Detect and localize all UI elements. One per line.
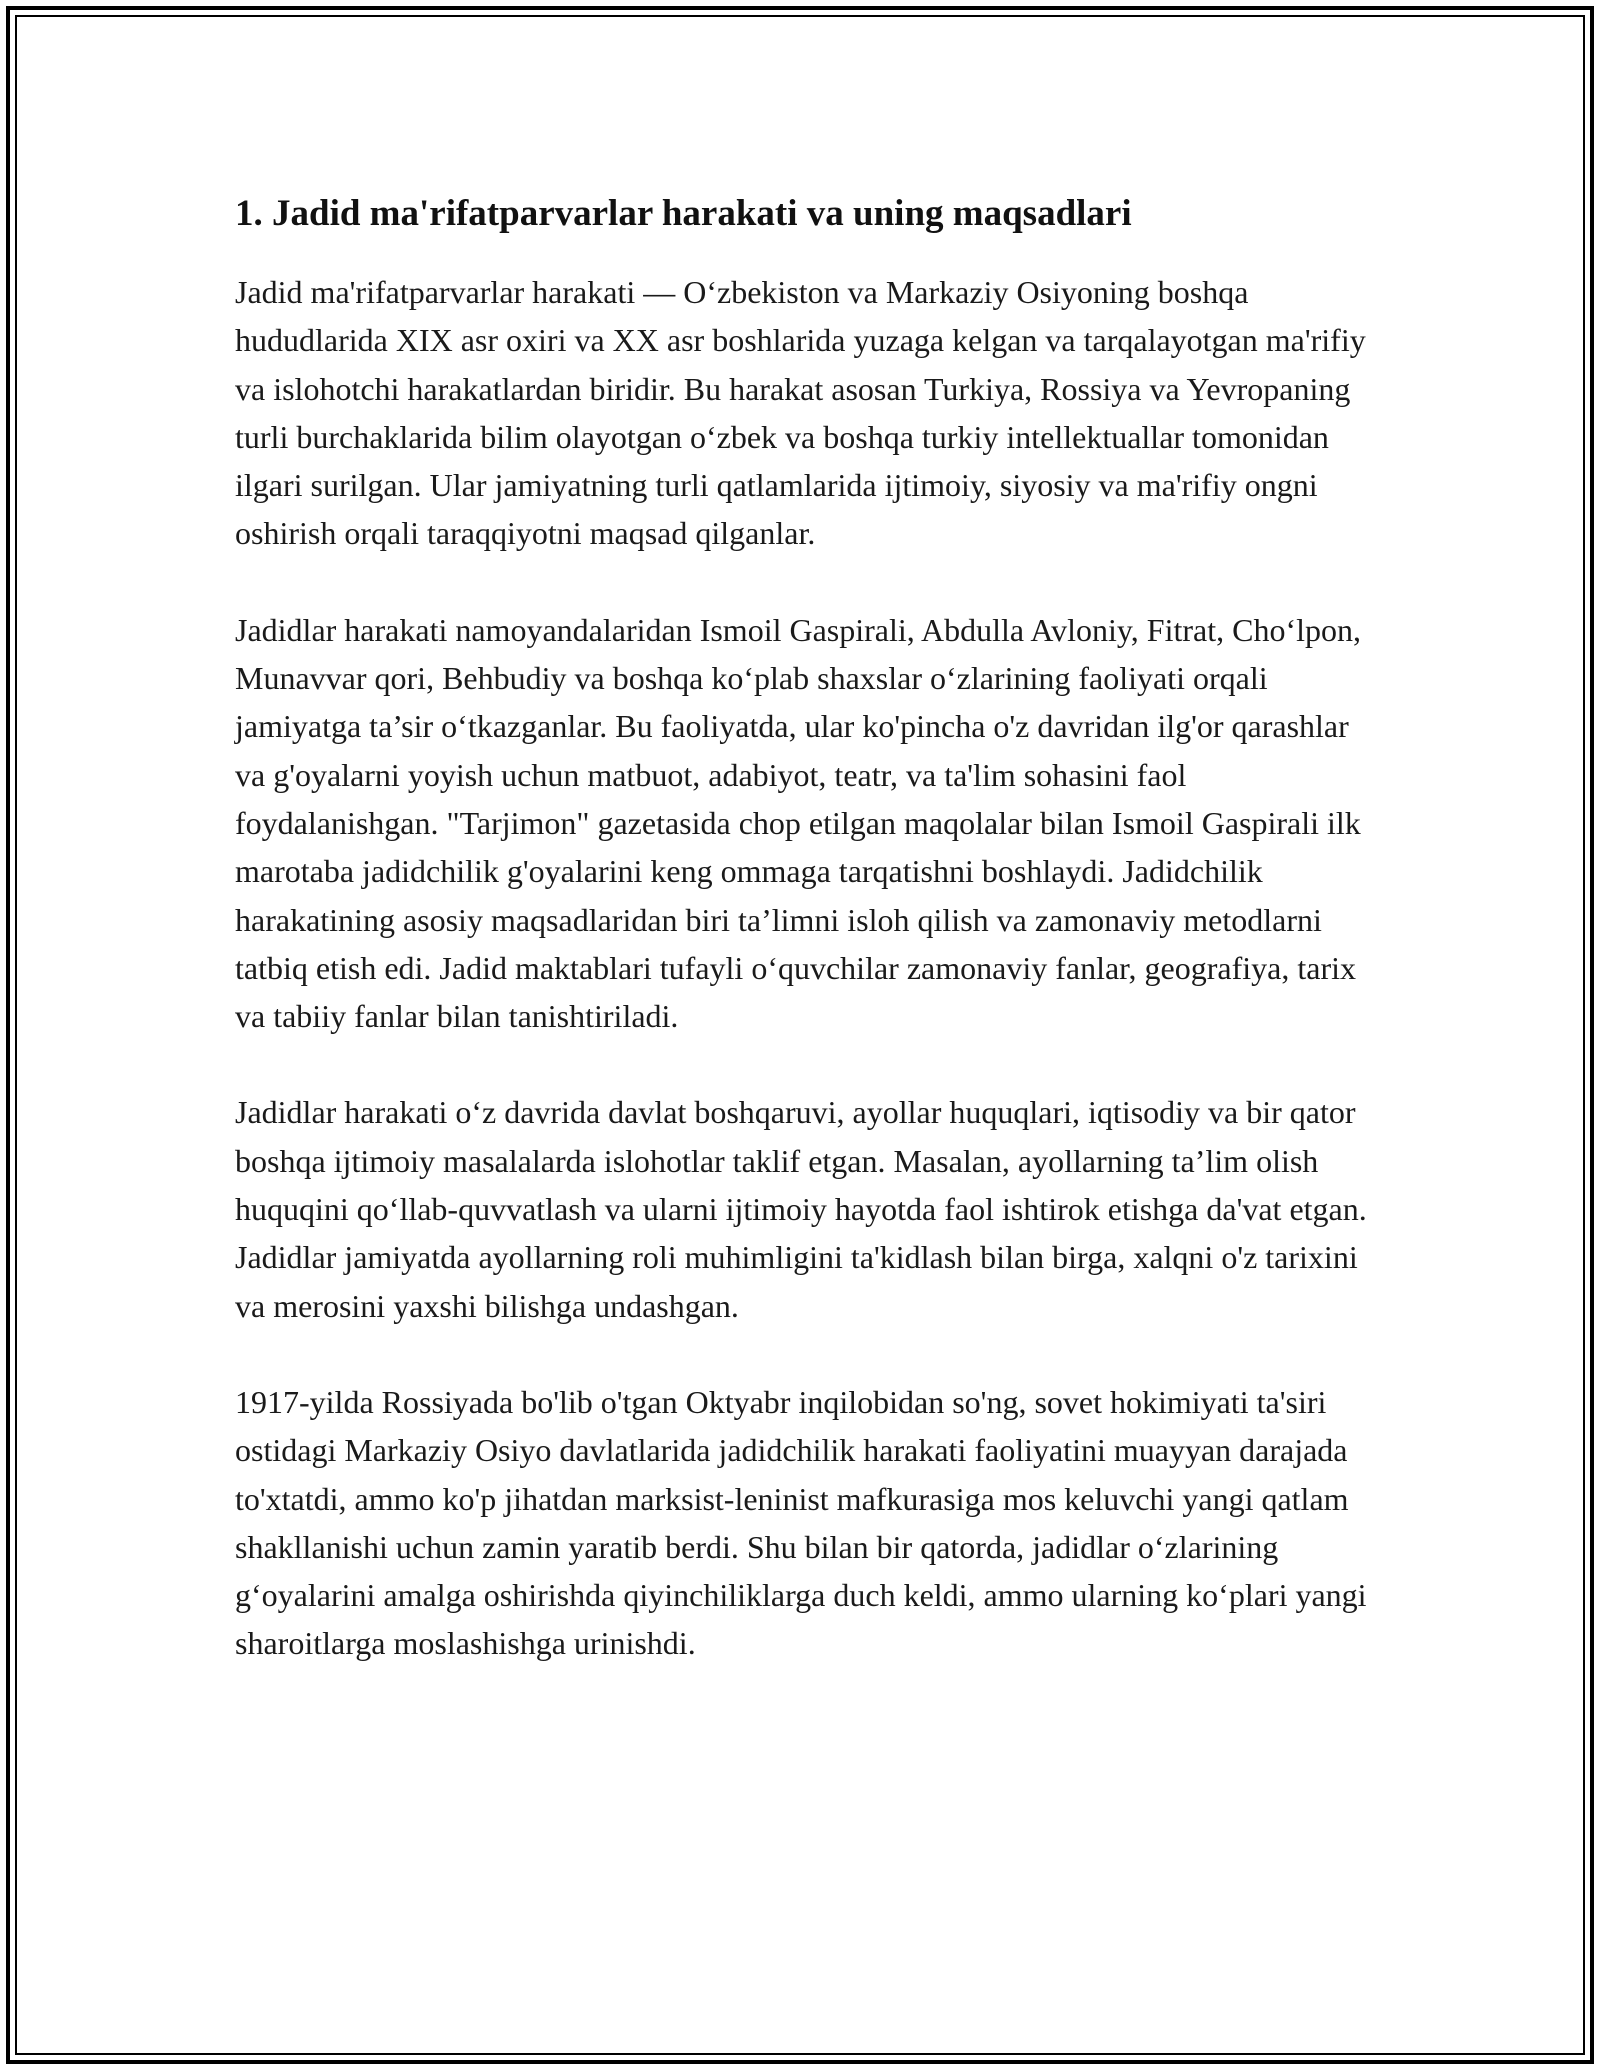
- paragraph-intro: Jadid ma'rifatparvarlar harakati — O‘zbekiston va Markaziy Osiyoning boshqa hududlarida XIX asr oxiri va XX asr boshlarida yuzaga kelgan va tarqalayotgan ma'rifiy va islohotchi harakatlardan biridir. Bu harakat asosan Turkiya, Rossiya va Yevropaning turli burchaklarida bilim olayotgan o‘zbek va boshqa turkiy intellektuallar tomonidan ilgari surilgan. Ular jamiyatning turli qatlamlarida ijtimoiy, siyosiy va ma'rifiy ongni oshirish orqali taraqqiyotni maqsad qilganlar.: [235, 274, 1366, 552]
- paragraph-soviet-period: 1917-yilda Rossiyada bo'lib o'tgan Oktyabr inqilobidan so'ng, sovet hokimiyati ta'siri ostidagi Markaziy Osiyo davlatlarida jadidchilik harakati faoliyatini muayyan darajada to'xtatdi, ammo ko'p jihatdan marksist-leninist mafkurasiga mos keluvchi yangi qatlam shakllanishi uchun zamin yaratib berdi. Shu bilan bir qatorda, jadidlar o‘zlarining g‘oyalarini amalga oshirishda qiyinchiliklarga duch keldi, ammo ularning ko‘plari yangi sharoitlarga moslashishga urinishdi.: [235, 1383, 1367, 1662]
- paragraph-representatives: Jadidlar harakati namoyandalaridan Ismoil Gaspirali, Abdulla Avloniy, Fitrat, Cho‘lpon, Munavvar qori, Behbudiy va boshqa ko‘plab shaxslar o‘zlarining faoliyati orqali jamiyatga ta’sir o‘tkazganlar. Bu faoliyatda, ular ko'pincha o'z davridan ilg'or qarashlar va g'oyalarni yoyish uchun matbuot, adabiyot, teatr, va ta'lim sohasini faol foydalanishgan. "Tarjimon" gazetasida chop etilgan maqolalar bilan Ismoil Gaspirali ilk marotaba jadidchilik g'oyalarini keng ommaga tarqatishni boshlaydi. Jadidchilik harakatining asosiy maqsadlaridan biri ta’limni isloh qilish va zamonaviy metodlarni tatbiq etish edi. Jadid maktablari tufayli o‘quvchilar zamonaviy fanlar, geografiya, tarix va tabiiy fanlar bilan tanishtiriladi.: [235, 611, 1361, 1035]
- document-title: 1. Jadid ma'rifatparvarlar harakati va uning maqsadlari: [235, 193, 1132, 234]
- paragraph-reforms: Jadidlar harakati o‘z davrida davlat boshqaruvi, ayollar huquqlari, iqtisodiy va bir qator boshqa ijtimoiy masalalarda islohotlar taklif etgan. Masalan, ayollarning ta’lim olish huquqini qo‘llab-quvvatlash va ularni ijtimoiy hayotda faol ishtirok etishga da'vat etgan. Jadidlar jamiyatda ayollarning roli muhimligini ta'kidlash bilan birga, xalqni o'z tarixini va merosini yaxshi bilishga undashgan.: [235, 1094, 1367, 1324]
- document-body: [235, 186, 1375, 1716]
